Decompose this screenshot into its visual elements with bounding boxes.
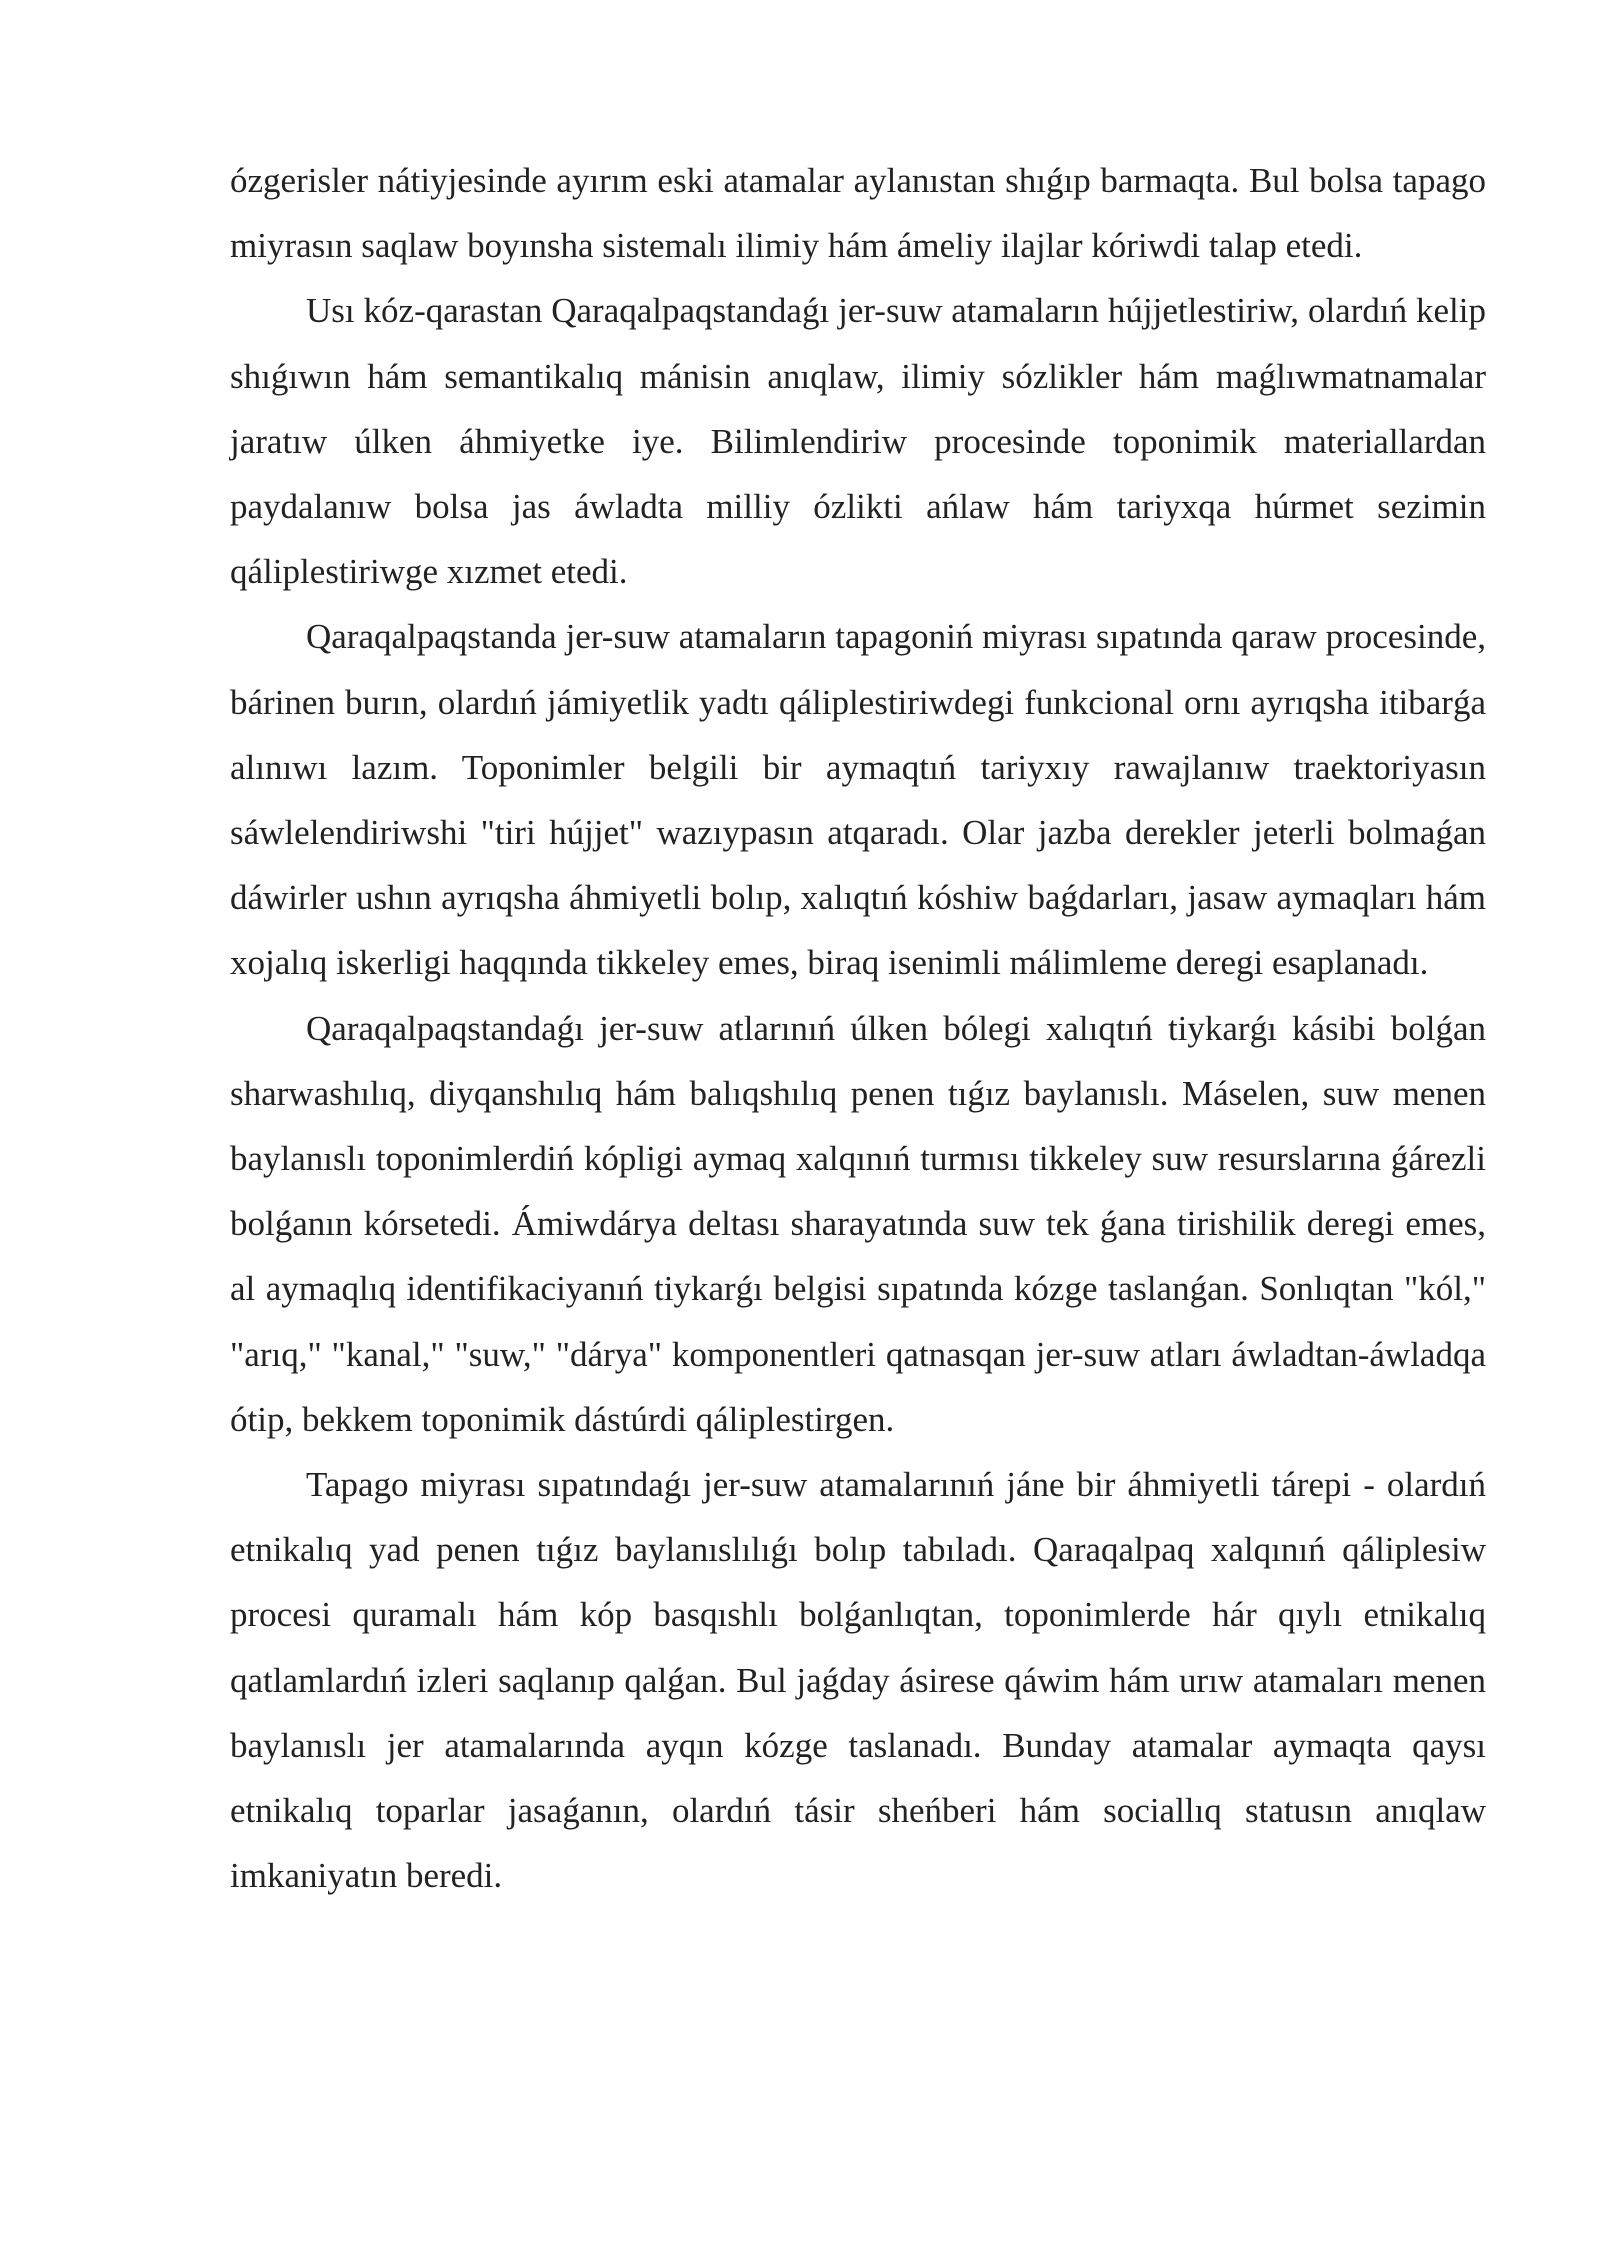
body-text — [230, 148, 1486, 1908]
paragraph: Tapago miyrası sıpatındaǵı jer-suw atamalarınıń jáne bir áhmiyetli tárepi - olardıń etnikalıq yad penen tıǵız baylanıslılıǵı bolıp tabıladı. Qaraqalpaq xalqınıń qáliplesiw procesi quramalı hám kóp basqıshlı bolǵanlıqtan, toponimlerde hár qıylı etnikalıq qatlamlardıń izleri saqlanıp qalǵan. Bul jaǵday ásirese qáwim hám urıw atamaları menen baylanıslı jer atamalarında ayqın kózge taslanadı. Bunday atamalar aymaqta qaysı etnikalıq toparlar jasaǵanın, olardıń tásir sheńberi hám sociallıq statusın anıqlaw imkaniyatın beredi. — [230, 1465, 1486, 1896]
paragraph: Qaraqalpaqstandaǵı jer-suw atlarınıń úlken bólegi xalıqtıń tiykarǵı kásibi bolǵan sharwashılıq, diyqanshılıq hám balıqshılıq penen tıǵız baylanıslı. Máselen, suw menen baylanıslı toponimlerdiń kópligi aymaq xalqınıń turmısı tikkeley suw resurslarına ǵárezli bolǵanın kórsetedi. Ámiwdárya deltası sharayatında suw tek ǵana tirishilik deregi emes, al aymaqlıq identifikaciyanıń tiykarǵı belgisi sıpatında kózge taslanǵan. Sonlıqtan "kól," "arıq," "kanal," "suw," "dárya" komponentleri qatnasqan jer-suw atları áwladtan-áwladqa ótip, bekkem toponimik dástúrdi qáliplestirgen. — [230, 1008, 1486, 1439]
paragraph: Qaraqalpaqstanda jer-suw atamaların tapagoniń miyrası sıpatında qaraw procesinde, bárinen burın, olardıń jámiyetlik yadtı qáliplestiriwdegi funkcional ornı ayrıqsha itibarǵa alınıwı lazım. Toponimler belgili bir aymaqtıń tariyxıy rawajlanıw traektoriyasın sáwlelendiriwshi "tiri hújjet" wazıypasın atqaradı. Olar jazba derekler jeterli bolmaǵan dáwirler ushın ayrıqsha áhmiyetli bolıp, xalıqtıń kóshiw baǵdarları, jasaw aymaqları hám xojalıq iskerligi haqqında tikkeley emes, biraq isenimli málimleme deregi esaplanadı. — [230, 617, 1486, 983]
paragraph-continuation: ózgerisler nátiyjesinde ayırım eski atamalar aylanıstan shıǵıp barmaqta. Bul bolsa tapago miyrasın saqlaw boyınsha sistemalı ilimiy hám ámeliy ilajlar kóriwdi talap etedi. — [230, 161, 1486, 266]
paragraph: Usı kóz-qarastan Qaraqalpaqstandaǵı jer-suw atamaların hújjetlestiriw, olardıń kelip shıǵıwın hám semantikalıq mánisin anıqlaw, ilimiy sózlikler hám maǵlıwmatnamalar jaratıw úlken áhmiyetke iye. Bilimlendiriw procesinde toponimik materiallardan paydalanıw bolsa jas áwladta milliy ózlikti ańlaw hám tariyxqa húrmet sezimin qáliplestiriwge xızmet etedi. — [230, 291, 1486, 592]
